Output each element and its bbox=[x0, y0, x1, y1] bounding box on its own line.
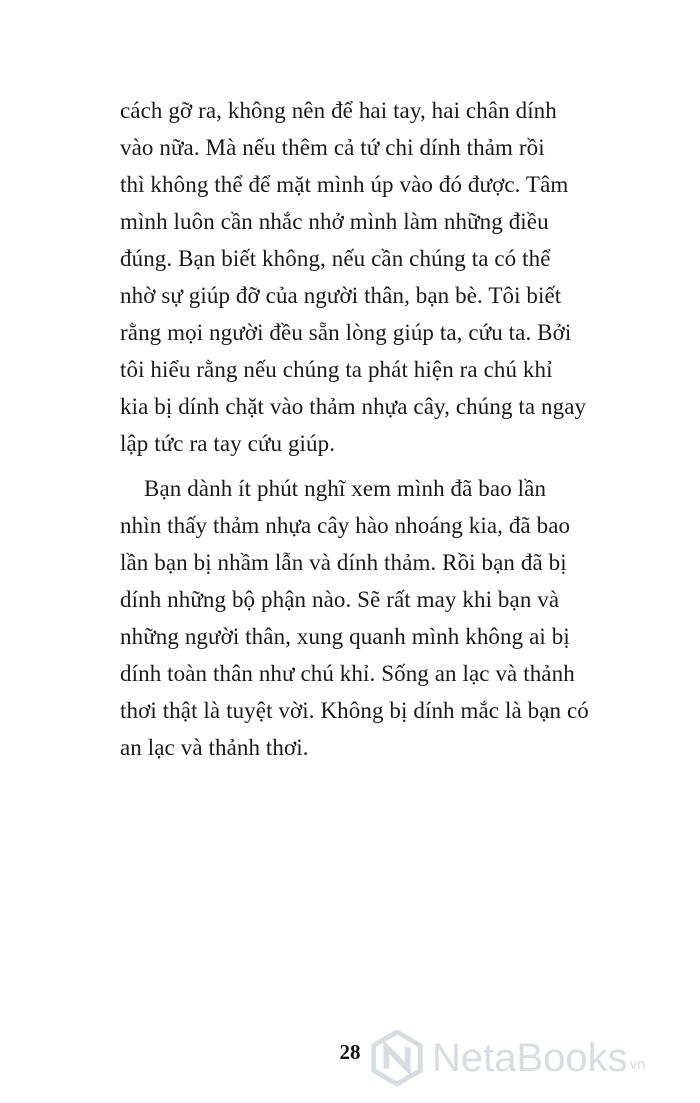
text-line: tôi hiểu rằng nếu chúng ta phát hiện ra chú khỉ bbox=[120, 357, 553, 382]
text-line: mình luôn cần nhắc nhở mình làm những điều bbox=[120, 209, 549, 234]
text-line: rằng mọi người đều sẵn lòng giúp ta, cứu ta. Bởi bbox=[120, 320, 572, 345]
text-line: dính những bộ phận nào. Sẽ rất may khi bạn và bbox=[120, 587, 560, 612]
text-line: thì không thể để mặt mình úp vào đó được. Tâm bbox=[120, 172, 569, 197]
watermark-suffix: vn bbox=[629, 1055, 646, 1073]
text-line: thơi thật là tuyệt vời. Không bị dính mắc là bạn có bbox=[120, 698, 589, 723]
text-line: đúng. Bạn biết không, nếu cần chúng ta có thể bbox=[120, 246, 551, 271]
text-line: dính toàn thân như chú khỉ. Sống an lạc và thảnh bbox=[120, 661, 575, 686]
text-line: nhìn thấy thảm nhựa cây hào nhoáng kia, đã bao bbox=[120, 513, 571, 538]
watermark bbox=[368, 1022, 700, 1094]
watermark-text: NetaBooks bbox=[432, 1035, 628, 1080]
netabooks-logo-icon bbox=[368, 1029, 426, 1087]
text-line: những người thân, xung quanh mình không ai bị bbox=[120, 624, 570, 649]
text-line: kia bị dính chặt vào thảm nhựa cây, chúng ta ngay bbox=[120, 394, 587, 419]
text-line: lập tức ra tay cứu giúp. bbox=[120, 431, 336, 456]
text-line: Bạn dành ít phút nghĩ xem mình đã bao lần bbox=[144, 476, 547, 501]
text-line: vào nữa. Mà nếu thêm cả tứ chi dính thảm rồi bbox=[120, 135, 545, 160]
text-line: nhờ sự giúp đỡ của người thân, bạn bè. Tôi biết bbox=[120, 283, 562, 308]
text-line: an lạc và thảnh thơi. bbox=[120, 735, 309, 760]
page-number: 28 bbox=[339, 1040, 361, 1064]
text-line: lần bạn bị nhầm lẫn và dính thảm. Rồi bạn đã bị bbox=[120, 550, 567, 575]
text-line: cách gỡ ra, không nên để hai tay, hai chân dính bbox=[120, 98, 557, 123]
